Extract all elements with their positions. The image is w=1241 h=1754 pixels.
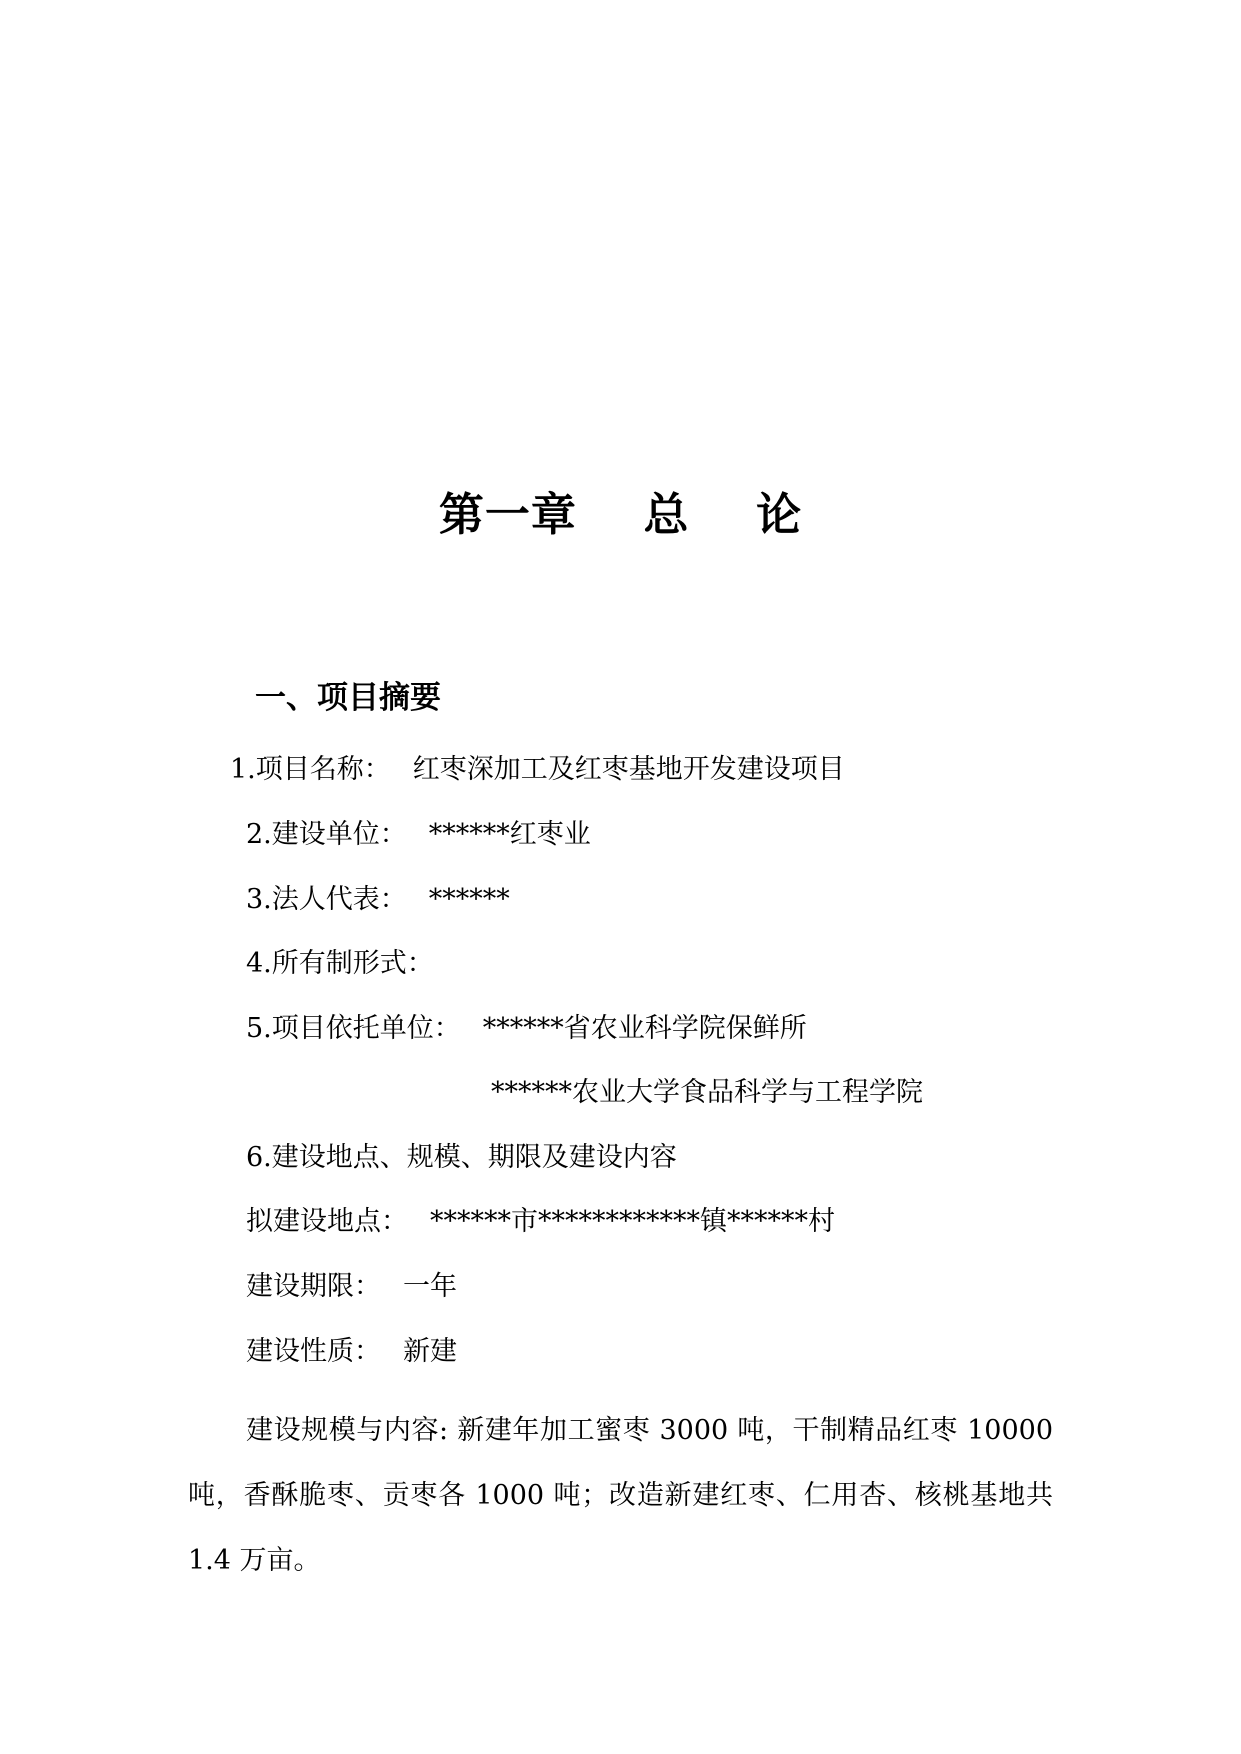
nature-value: 新建 [403, 1336, 457, 1367]
chapter-title: 第一章 总 论 [438, 488, 803, 541]
period-value: 一年 [403, 1271, 457, 1302]
ownership-line [246, 946, 434, 982]
legal-rep-value: ****** [428, 884, 510, 915]
builder-line [246, 817, 591, 853]
support-unit-1: ******省农业科学院保鲜所 [482, 1013, 807, 1044]
site-line [246, 1204, 835, 1240]
site-value: ******市************镇******村 [430, 1206, 835, 1237]
support-unit-2: ******农业大学食品科学与工程学院 [491, 1077, 923, 1108]
site-label: 拟建设地点： [246, 1206, 408, 1237]
nature-line [246, 1334, 457, 1370]
site-heading-line: 6.建设地点、规模、期限及建设内容 [246, 1142, 677, 1173]
legal-rep-line [246, 882, 510, 918]
support-units-label: 5.项目依托单位： [246, 1013, 461, 1044]
period-label: 建设期限： [246, 1271, 381, 1302]
nature-label: 建设性质： [246, 1336, 381, 1367]
section-heading: 一、项目摘要 [255, 680, 441, 716]
support-units-line [246, 1011, 807, 1047]
project-name-label: 1.项目名称： [230, 754, 391, 785]
period-line [246, 1269, 457, 1305]
legal-rep-label: 3.法人代表： [246, 884, 407, 915]
project-name-value: 红枣深加工及红枣基地开发建设项目 [412, 754, 845, 785]
project-name-line [230, 752, 845, 788]
builder-value: ******红枣业 [428, 819, 591, 850]
ownership-label: 4.所有制形式： [246, 948, 434, 979]
builder-label: 2.建设单位： [246, 819, 407, 850]
scale-paragraph: 建设规模与内容: 新建年加工蜜枣 3000 吨，干制精品红枣 10000 吨，香酥脆枣、贡枣各 1000 吨；改造新建红枣、仁用杏、核桃基地共 1.4 万亩。 [188, 1415, 1053, 1576]
